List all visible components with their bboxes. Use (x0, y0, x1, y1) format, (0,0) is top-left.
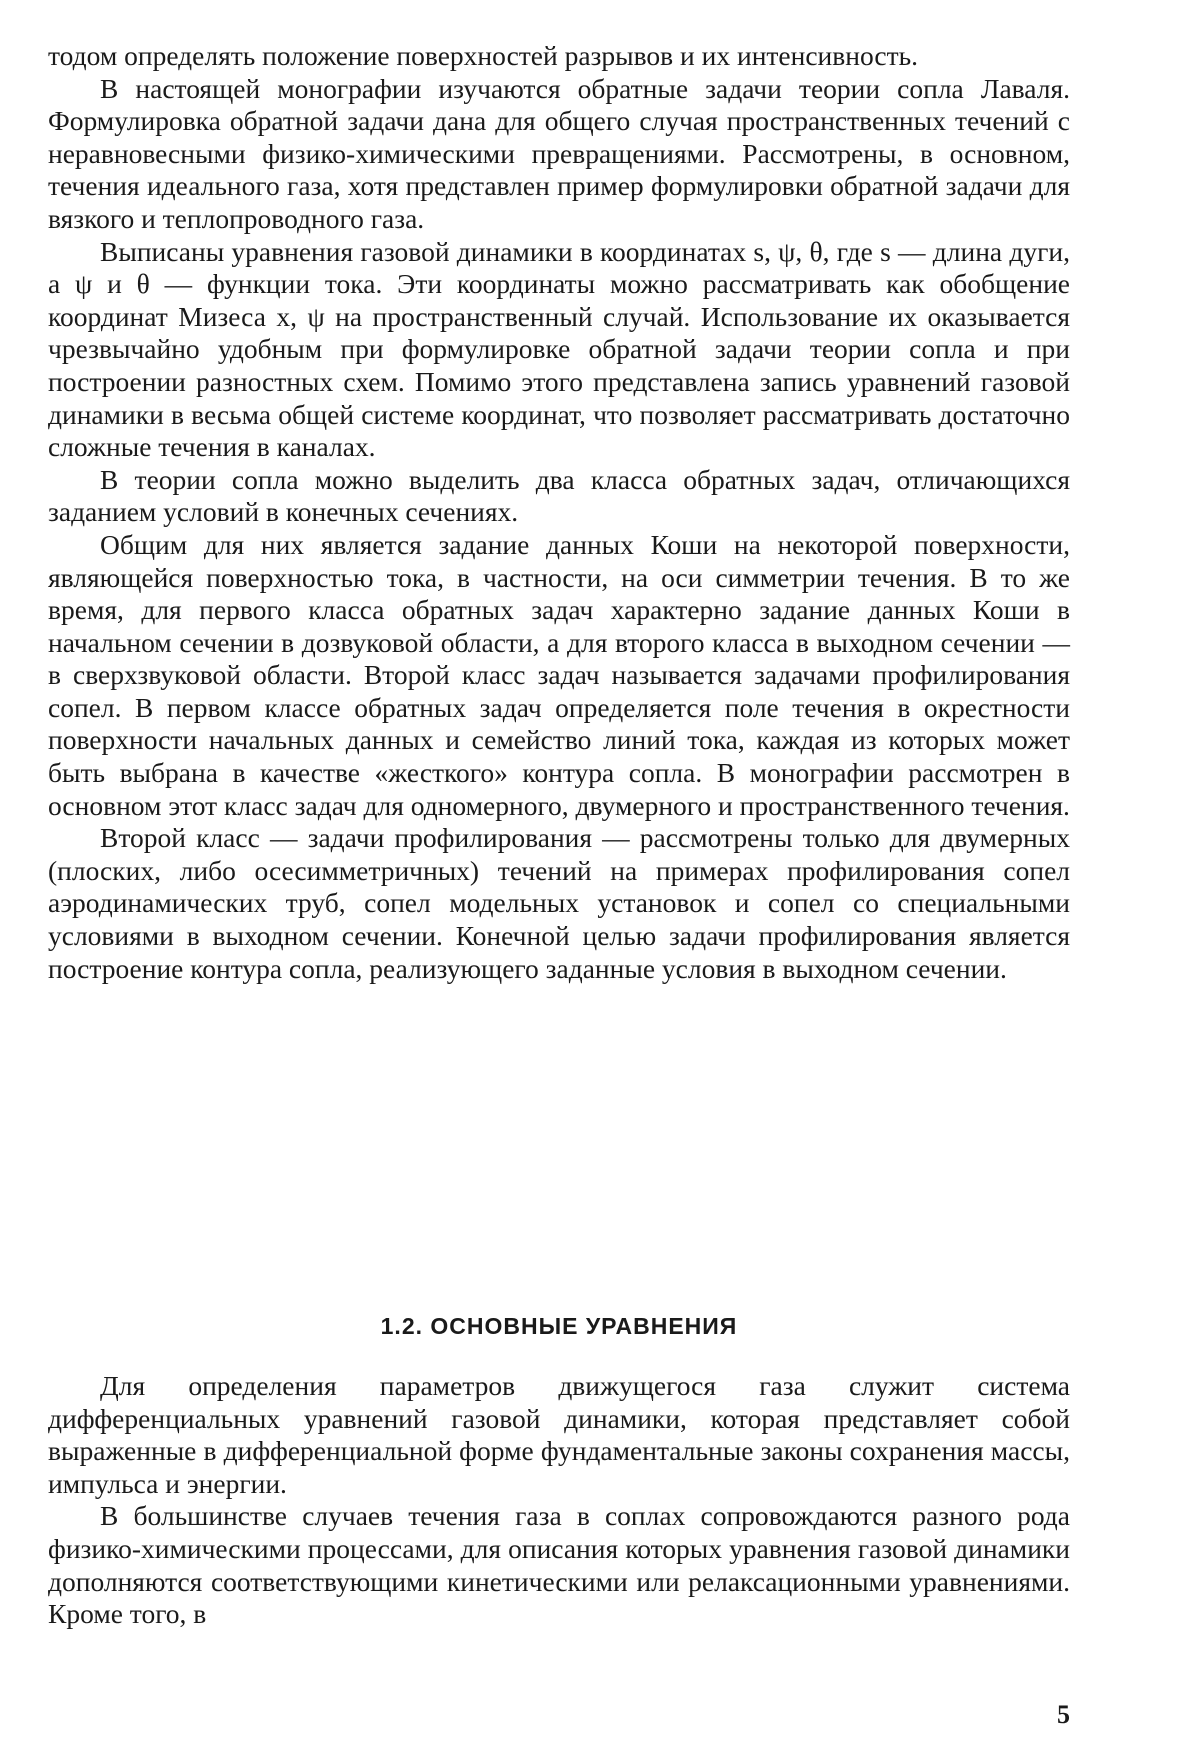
book-page (0, 0, 1200, 1761)
paragraph-equations-system: Для определения параметров движущегося газа служит система дифференциальных уравнений газовой динамики, которая представляет собой выраженные в дифференциальной форме фундаментальные законы сохранения массы, импульса и энергии. (48, 1370, 1070, 1500)
section-heading: 1.2. ОСНОВНЫЕ УРАВНЕНИЯ (48, 1313, 1070, 1340)
paragraph-second-class: Второй класс — задачи профилирования — рассмотрены только для двумерных (плоских, либо осесимметричных) течений на примерах профилирования сопел аэродинамических труб, сопел модельных установок и сопел со специальными условиями в выходном сечении. Конечной целью задачи профилирования является построение контура сопла, реализующего заданные условия в выходном сечении. (48, 822, 1070, 985)
paragraph-monograph-intro: В настоящей монографии изучаются обратные задачи теории сопла Лаваля. Формулировка обратной задачи дана для общего случая пространственных течений с неравновесными физико-химическими превращениями. Рассмотрены, в основном, течения идеального газа, хотя представлен пример формулировки обратной задачи для вязкого и теплопроводного газа. (48, 73, 1070, 236)
body-text-top (48, 40, 1070, 985)
paragraph-cauchy-data: Общим для них является задание данных Коши на некоторой поверхности, являющейся поверхностью тока, в частности, на оси симметрии течения. В то же время, для первого класса обратных задач характерно задание данных Коши в начальном сечении в дозвуковой области, а для второго класса в выходном сечении — в сверхзвуковой области. Второй класс задач называется задачами профилирования сопел. В первом классе обратных задач определяется поле течения в окрестности поверхности начальных данных и семейство линий тока, каждая из которых может быть выбрана в качестве «жесткого» контура сопла. В монографии рассмотрен в основном этот класс задач для одномерного, двумерного и пространственного течения. (48, 529, 1070, 822)
paragraph-two-classes: В теории сопла можно выделить два класса обратных задач, отличающихся заданием условий в конечных сечениях. (48, 464, 1070, 529)
page-number: 5 (1040, 1700, 1070, 1730)
paragraph-continuation: тодом определять положение поверхностей разрывов и их интенсивность. (48, 40, 1070, 73)
paragraph-physico-chemical: В большинстве случаев течения газа в соплах сопровождаются разного рода физико-химическими процессами, для описания которых уравнения газовой динамики дополняются соответствующими кинетическими или релаксационными уравнениями. Кроме того, в (48, 1500, 1070, 1630)
paragraph-coordinates: Выписаны уравнения газовой динамики в координатах s, ψ, θ, где s — длина дуги, а ψ и θ — функции тока. Эти координаты можно рассматривать как обобщение координат Мизеса x, ψ на пространственный случай. Использование их оказывается чрезвычайно удобным при формулировке обратной задачи теории сопла и при построении разностных схем. Помимо этого представлена запись уравнений газовой динамики в весьма общей системе координат, что позволяет рассматривать достаточно сложные течения в каналах. (48, 236, 1070, 464)
body-text-bottom (48, 1370, 1070, 1631)
